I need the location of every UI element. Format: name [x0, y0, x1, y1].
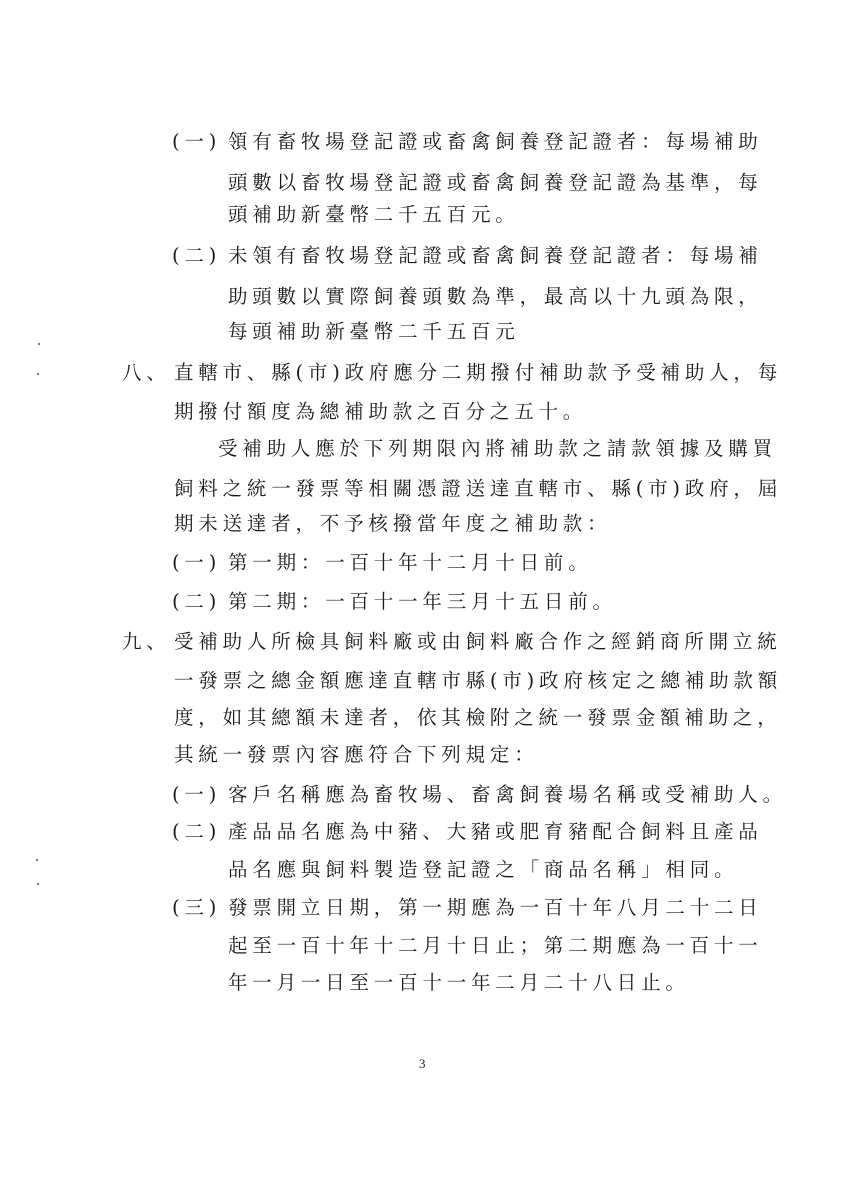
scan-speck	[37, 373, 39, 375]
scan-speck	[36, 859, 38, 861]
text-line: 助頭數以實際飼養頭數為準，最高以十九頭為限，	[228, 285, 763, 308]
text-line: 頭補助新臺幣二千五百元。	[228, 203, 520, 226]
text-line: 度，如其總額未達者，依其檢附之統一發票金額補助之，	[174, 706, 782, 729]
text-line: 期未送達者，不予核撥當年度之補助款：	[174, 512, 612, 535]
scan-speck	[38, 343, 40, 345]
section-number: 八、	[122, 361, 171, 384]
text-line: 年一月一日至一百十一年二月二十八日止。	[228, 971, 690, 994]
text-line: 第二期：一百十一年三月十五日前。	[228, 590, 617, 613]
text-line: 一發票之總金額應達直轄市縣(市)政府核定之總補助款額	[174, 669, 783, 692]
item-marker: (一)	[172, 130, 222, 153]
text-line: 品名應與飼料製造登記證之「商品名稱」相同。	[228, 858, 739, 881]
text-line: 直轄市、縣(市)政府應分二期撥付補助款予受補助人，每	[174, 361, 783, 384]
section-number: 九、	[122, 630, 171, 653]
text-line: 其統一發票內容應符合下列規定：	[174, 743, 539, 766]
text-line: 客戶名稱應為畜牧場、畜禽飼養場名稱或受補助人。	[228, 783, 787, 806]
text-line: 期撥付額度為總補助款之百分之五十。	[174, 400, 588, 423]
item-marker: (一)	[172, 783, 222, 806]
text-line: 頭數以畜牧場登記證或畜禽飼養登記證為基準，每	[228, 171, 763, 194]
text-line: 產品品名應為中豬、大豬或肥育豬配合飼料且產品	[228, 820, 763, 843]
text-line: 飼料之統一發票等相關憑證送達直轄市、縣(市)政府，屆	[174, 477, 783, 500]
text-line: 受補助人應於下列期限內將補助款之請款領據及購買	[218, 437, 777, 460]
scan-speck	[37, 883, 39, 885]
item-marker: (二)	[172, 820, 222, 843]
item-marker: (三)	[172, 896, 222, 919]
text-line: 每頭補助新臺幣二千五百元	[228, 320, 520, 343]
text-line: 受補助人所檢具飼料廠或由飼料廠合作之經銷商所開立統	[174, 630, 782, 653]
item-marker: (一)	[172, 551, 222, 574]
item-marker: (二)	[172, 590, 222, 613]
text-line: 第一期：一百十年十二月十日前。	[228, 551, 593, 574]
page-number: 3	[419, 1056, 426, 1071]
text-line: 起至一百十年十二月十日止；第二期應為一百十一	[228, 934, 763, 957]
text-line: 發票開立日期，第一期應為一百十年八月二十二日	[228, 896, 763, 919]
text-line: 未領有畜牧場登記證或畜禽飼養登記證者：每場補	[228, 244, 763, 267]
item-marker: (二)	[172, 244, 222, 267]
text-line: 領有畜牧場登記證或畜禽飼養登記證者：每場補助	[228, 130, 763, 153]
